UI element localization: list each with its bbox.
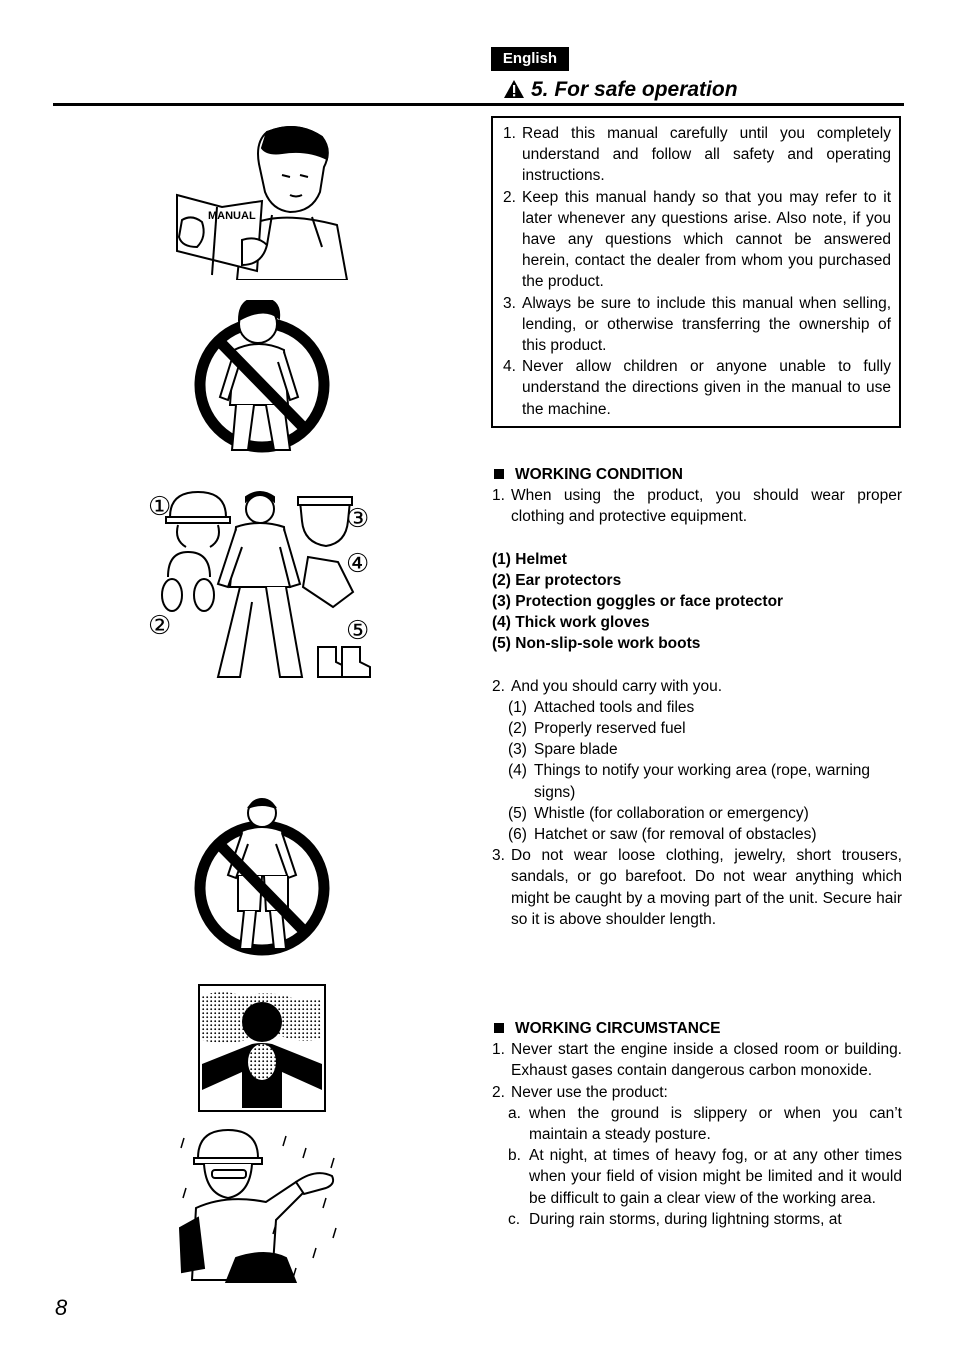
- no-loose-clothing-prohibition-illustration: [194, 793, 334, 958]
- list-item: 2. Never use the product:: [492, 1083, 668, 1101]
- protective-equipment-illustration: [148, 487, 378, 687]
- exhaust-gas-hazard-illustration: [198, 984, 326, 1112]
- equipment-item: (5) Non-slip-sole work boots: [492, 635, 701, 653]
- carry-item: (2) Properly reserved fuel: [508, 720, 686, 738]
- man-reading-manual-illustration: [172, 120, 352, 280]
- working-condition-heading: WORKING CONDITION: [492, 464, 902, 485]
- condition-item: c. During rain storms, during lightning storms, at: [508, 1210, 842, 1228]
- list-item: 3. Do not wear loose clothing, jewelry, short trousers, sandals, or go barefoot. Do not wear anything which might be caught by a moving part of the unit. Secure hair so it is above shoulder length.: [492, 847, 902, 928]
- condition-item: a. when the ground is slippery or when you can’t maintain a steady posture.: [508, 1104, 902, 1144]
- equipment-item: (4) Thick work gloves: [492, 614, 650, 632]
- equipment-number-5: ⑤: [346, 616, 370, 646]
- working-condition-section: [492, 464, 902, 930]
- no-children-prohibition-illustration: [194, 300, 334, 460]
- intro-item: 1. Read this manual carefully until you completely understand and follow all safety and operating instructions.: [503, 125, 891, 185]
- header-rule: [53, 103, 904, 106]
- equipment-number-1: ①: [148, 492, 172, 522]
- equipment-number-4: ④: [346, 549, 370, 579]
- warning-triangle-icon: [503, 79, 525, 99]
- equipment-item: (2) Ear protectors: [492, 571, 622, 589]
- equipment-number-2: ②: [148, 611, 172, 641]
- carry-item: (4) Things to notify your working area (rope, warning signs): [508, 762, 870, 801]
- intro-item: 3. Always be sure to include this manual when selling, lending, or otherwise transferring the ownership of this product.: [503, 294, 891, 355]
- equipment-number-3: ③: [346, 504, 370, 534]
- carry-item: (5) Whistle (for collaboration or emergency): [508, 804, 809, 822]
- page-number: 8: [55, 1295, 68, 1320]
- working-circumstance-section: [492, 1018, 902, 1230]
- worker-in-rain-illustration: [176, 1128, 354, 1283]
- section-title: [503, 76, 738, 104]
- carry-item: (3) Spare blade: [508, 741, 618, 759]
- list-item: 2. And you should carry with you.: [492, 677, 723, 695]
- list-item: 1. When using the product, you should wear proper clothing and protective equipment.: [492, 487, 902, 526]
- manual-book-label: MANUAL: [208, 210, 256, 222]
- intro-item: 2. Keep this manual handy so that you may refer to it later whenever any questions arise. Also note, if you have any questions which cannot be answered herein, contact the dealer from whom you purchased the product.: [503, 188, 891, 291]
- equipment-item: (3) Protection goggles or face protector: [492, 593, 784, 611]
- carry-item: (6) Hatchet or saw (for removal of obstacles): [508, 826, 817, 844]
- working-circumstance-heading: WORKING CIRCUMSTANCE: [492, 1018, 902, 1039]
- intro-item: 4. Never allow children or anyone unable to fully understand the directions given in the manual to use the machine.: [503, 358, 891, 418]
- carry-item: (1) Attached tools and files: [508, 698, 695, 716]
- intro-list: [503, 123, 891, 420]
- language-tab: English: [491, 47, 569, 71]
- list-item: 1. Never start the engine inside a closed room or building. Exhaust gases contain dangerous carbon monoxide.: [492, 1041, 902, 1080]
- condition-item: b. At night, at times of heavy fog, or at any other times when your field of vision might be limited and it would be difficult to gain a clear view of the working area.: [508, 1147, 902, 1207]
- equipment-item: (1) Helmet: [492, 550, 567, 568]
- section-title-text: 5. For safe operation: [531, 78, 738, 101]
